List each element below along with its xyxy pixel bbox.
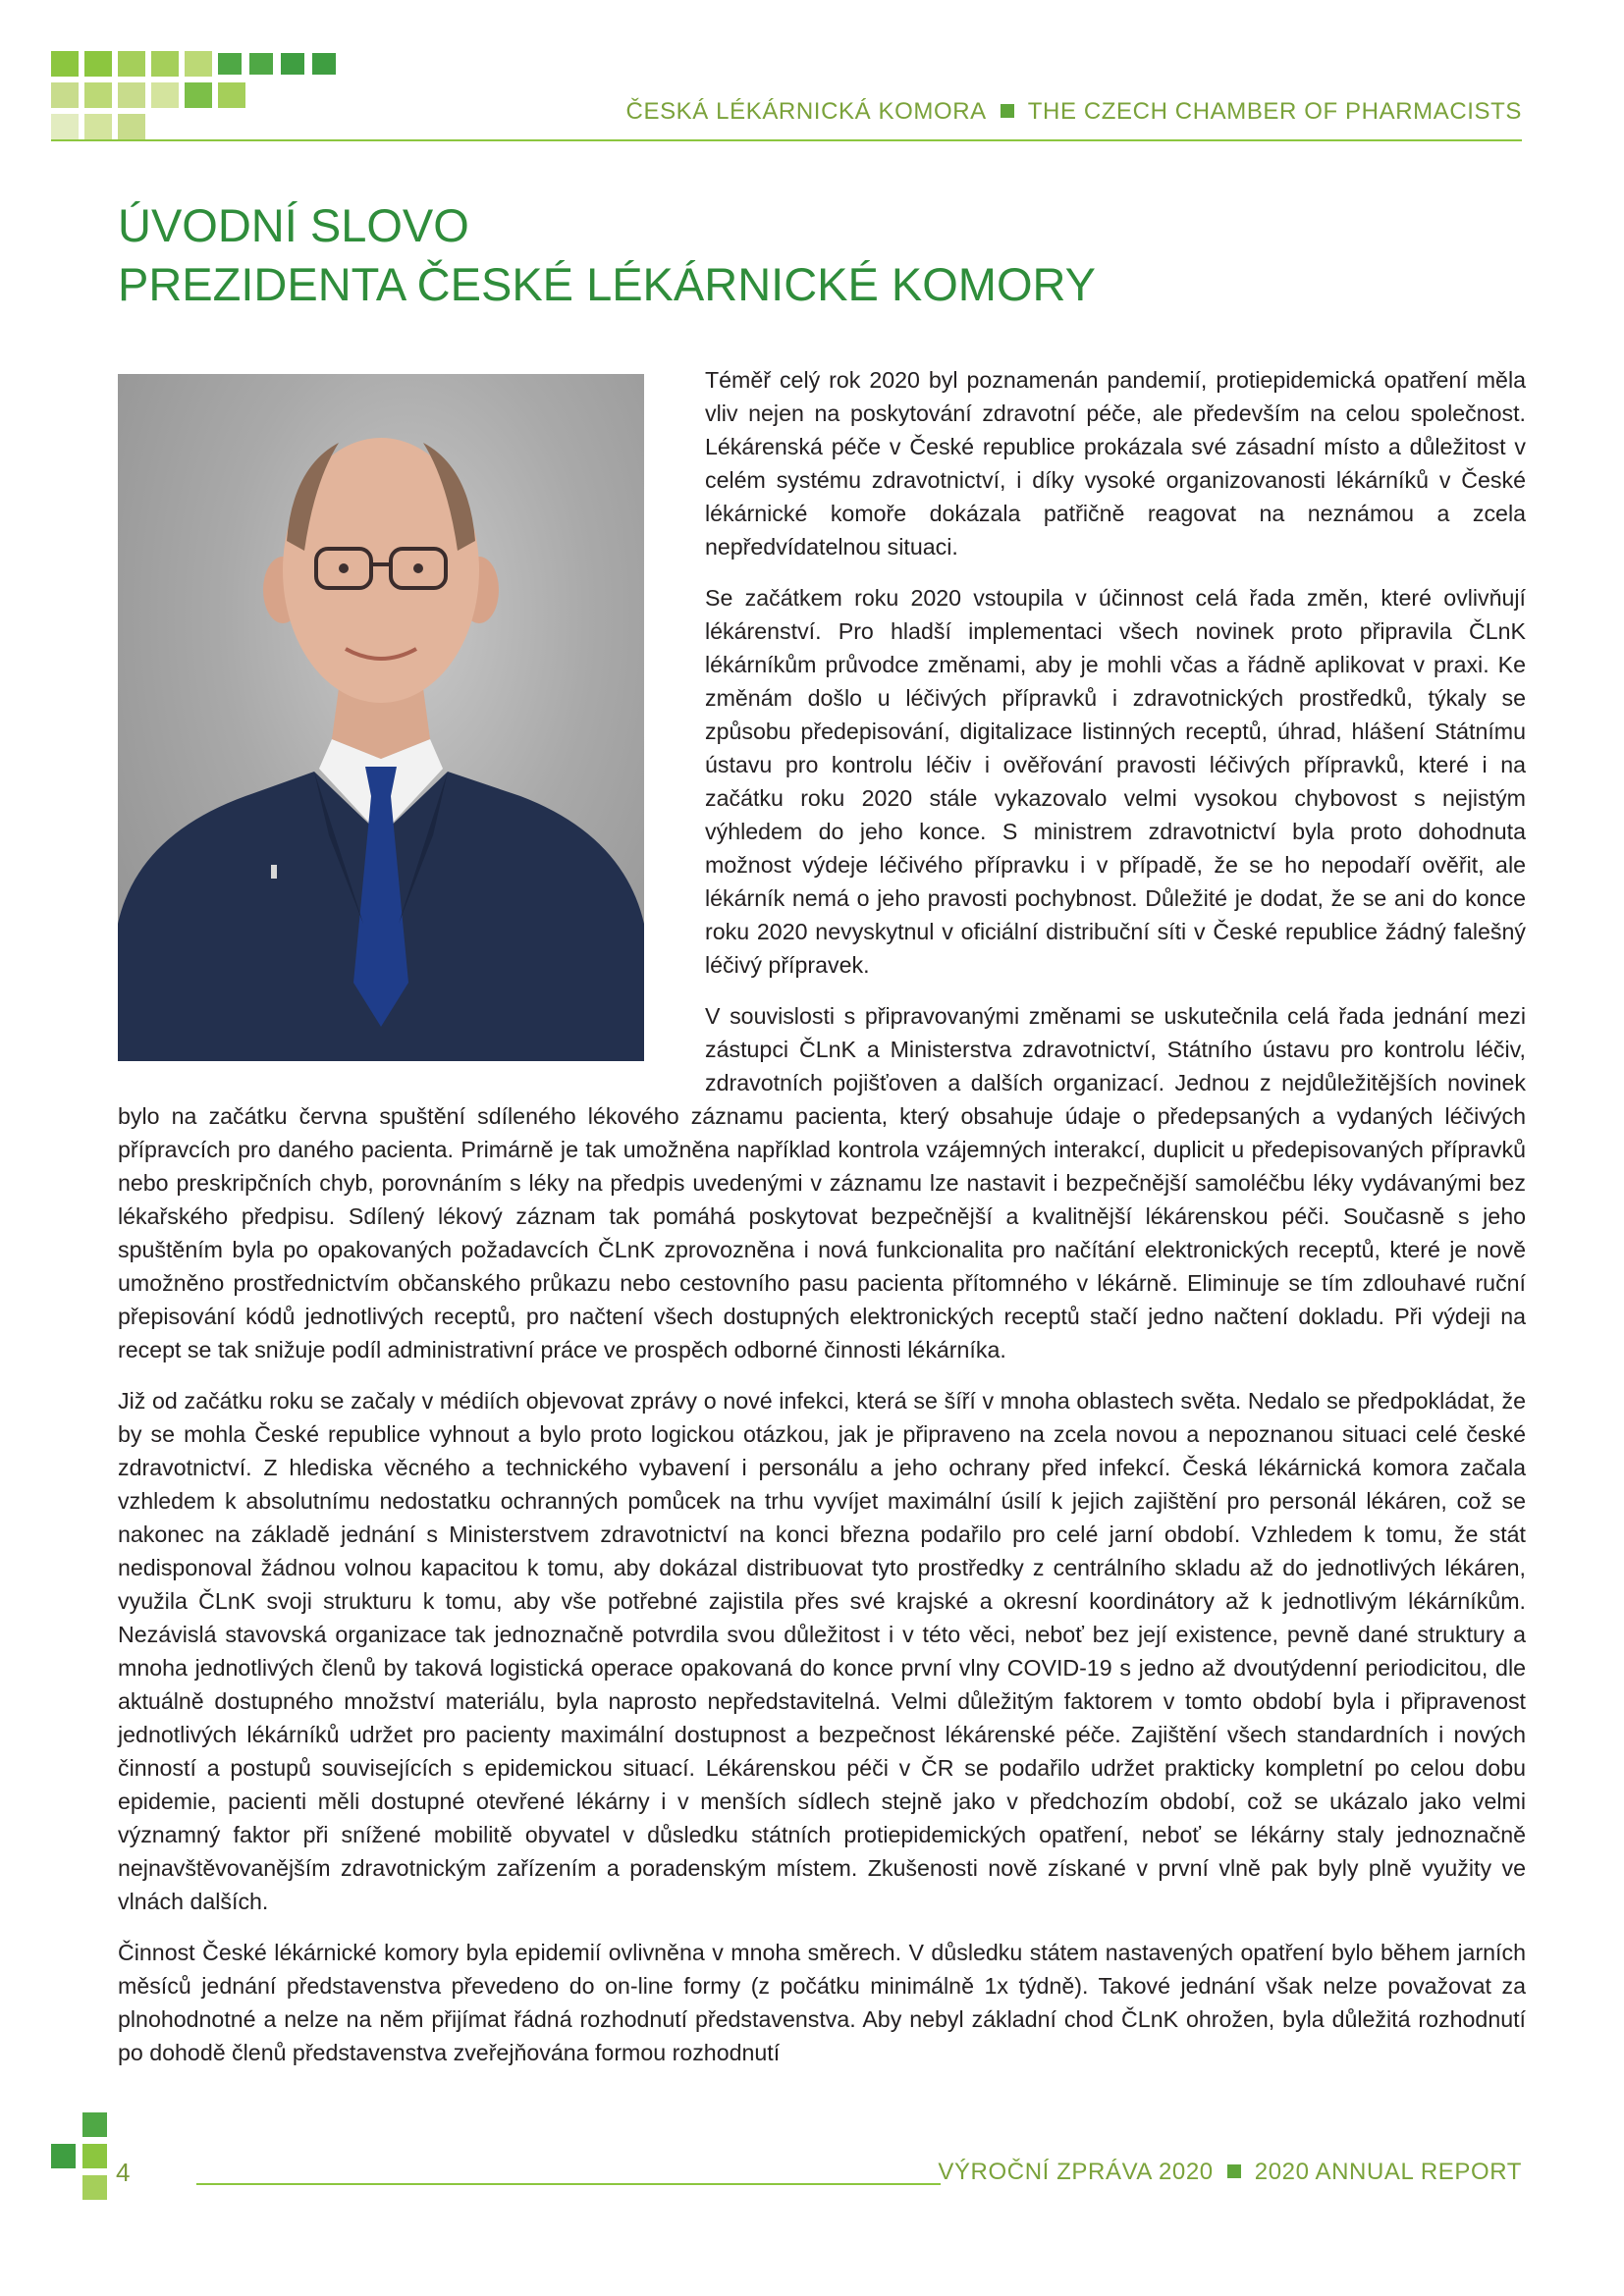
footer-rule (196, 2183, 941, 2185)
article-body (118, 363, 1526, 2087)
header-org-en: THE CZECH CHAMBER OF PHARMACISTS (1027, 98, 1522, 125)
paragraph-2: Se začátkem roku 2020 vstoupila v účinnost celá řada změn, které ovlivňují lékárenství. Pro hladší implementaci všech novinek proto připravila ČLnK lékárníkům průvodce změnami, aby je mohli včas a řádně aplikovat v praxi. Ke změnám došlo u léčivých přípravků i zdravotnických prostředků, týkaly se způsobu předepisování, digitalizace listinných receptů, úhrad, hlášení Státnímu ústavu pro kontrolu léčiv i ověřování pravosti léčivých přípravků, které i na začátku roku 2020 stále vykazovalo velmi vysokou chybovost s nejistým výhledem do jeho konce. S ministrem zdravotnictví byla proto dohodnuta možnost výdeje léčivého přípravku i v případě, že se ho nepodaří ověřit, ale lékárník nemá o jeho pravosti pochybnost. Důležité je dodat, že se ani do konce roku 2020 nevyskytnul v oficiální distribuční síti v České republice žádný falešný léčivý přípravek. (705, 585, 1526, 978)
header-org-cz: ČESKÁ LÉKÁRNICKÁ KOMORA (625, 98, 987, 125)
header-rule (51, 139, 1522, 141)
header-organization (626, 98, 1522, 126)
separator-square-icon (1001, 104, 1014, 118)
title-line-1: ÚVODNÍ SLOVO (118, 199, 469, 251)
separator-square-icon (1227, 2164, 1241, 2178)
footer-report-en: 2020 ANNUAL REPORT (1254, 2159, 1522, 2185)
page-number: 4 (116, 2158, 131, 2187)
paragraph-3: V souvislosti s připravovanými změnami se uskutečnila celá řada jednání mezi zástupci ČLnK a Ministerstva zdravotnictví, Státního ústavu pro kontrolu léčiv, zdravotních pojišťoven a dalších organizací. Jednou z nejdůležitějších novinek bylo na začátku června spuštění sdíleného lékového záznamu pacienta, který obsahuje údaje o předepsaných a vydaných léčivých přípravcích pro daného pacienta. Primárně je tak umožněna například kontrola vzájemných interakcí, duplicit u předepisovaných přípravků nebo preskripčních chyb, porovnáním s léky na předpis uvedenými v záznamu lze nastavit i bezpečnější samoléčbu léky vydávanými bez lékařského předpisu. Sdílený lékový záznam tak pomáhá poskytovat bezpečnější a kvalitnější lékárenskou péči. Současně s jeho spuštěním byla po opakovaných požadavcích ČLnK zprovozněna i nová funkcionalita pro načítání elektronických receptů, které je nově umožněno prostřednictvím občanského průkazu nebo cestovního pasu pacienta přítomného v lékárně. Eliminuje se tím zdlouhavé ruční přepisování kódů jednotlivých receptů, pro načtení všech dostupných elektronických receptů stačí jedno načtení dokladu. Při výdeji na recept se tak snižuje podíl administrativní práce ve prospěch odborné činnosti lékárníka. (118, 1003, 1526, 1362)
page-title (118, 196, 1096, 314)
portrait-text-wrap-spacer (118, 363, 705, 1094)
paragraph-1: Téměř celý rok 2020 byl poznamenán pandemií, protiepidemická opatření měla vliv nejen na poskytování zdravotní péče, ale především na celou společnost. Lékárenská péče v České republice prokázala své zásadní místo a důležitost v celém systému zdravotnictví, i díky vysoké organizovanosti lékárníků v České lékárnické komoře dokázala patřičně reagovat na neznámou a zcela nepředvídatelnou situaci. (705, 367, 1526, 560)
footer-report-title (938, 2159, 1522, 2186)
title-line-2: PREZIDENTA ČESKÉ LÉKÁRNICKÉ KOMORY (118, 258, 1096, 310)
paragraph-5: Činnost České lékárnické komory byla epidemií ovlivněna v mnoha směrech. V důsledku státem nastavených opatření bylo během jarních měsíců jednání představenstva převedeno do on-line formy (z počátku minimálně 1x týdně). Takové jednání však nelze považovat za plnohodnotné a nelze na něm přijímat řádná rozhodnutí představenstva. Aby nebyl základní chod ČLnK ohrožen, byla důležitá rozhodnutí po dohodě členů představenstva zveřejňována formou rozhodnutí (118, 1940, 1526, 2065)
paragraph-4: Již od začátku roku se začaly v médiích objevovat zprávy o nové infekci, která se šíří v mnoha oblastech světa. Nedalo se předpokládat, že by se mohla České republice vyhnout a bylo proto logickou otázkou, jak je připraveno na zcela novou a nepoznanou situaci celé české zdravotnictví. Z hlediska věcného a technického vybavení i personálu a jeho ochrany před infekcí. Česká lékárnická komora začala vzhledem k absolutnímu nedostatku ochranných pomůcek na trhu vyvíjet maximální úsilí k jejich zajištění pro personál lékáren, což se nakonec na základě jednání s Ministerstvem zdravotnictví na konci března podařilo pro celé jarní období. Vzhledem k tomu, že stát nedisponoval žádnou volnou kapacitou k tomu, aby dokázal distribuovat tyto prostředky z centrálního skladu až do jednotlivých lékáren, využila ČLnK svoji strukturu k tomu, aby vše potřebné zajistila přes své krajské a okresní koordinátory až k jednotlivým lékárníkům. Nezávislá stavovská organizace tak jednoznačně potvrdila svou důležitost i v této věci, neboť bez její existence, pevně dané struktury a mnoha jednotlivých členů by taková logistická operace opakovaná do konce první vlny COVID-19 s jedno až dvoutýdenní periodicitou, dle aktuálně dostupného množství materiálu, byla naprosto nepředstavitelná. Velmi důležitým faktorem v tomto období byla i připravenost jednotlivých lékárníků udržet pro pacienty maximální dostupnost a bezpečnost lékárenské péče. Zajištění všech standardních i nových činností a postupů souvisejících s epidemickou situací. Lékárenskou péči v ČR se podařilo udržet prakticky kompletní po celou dobu epidemie, pacienti měli dostupné otevřené lékárny i v menších sídlech stejně jako v předchozím období, což se ukázalo jako velmi významný faktor při snížené mobilitě obyvatel v důsledku státních protiepidemických opatření, neboť se lékárny staly jednoznačně nejnavštěvovanějším zdravotnickým zařízením a poradenským místem. Zkušenosti nově získané v první vlně pak byly plně využity ve vlnách dalších. (118, 1388, 1526, 1914)
footer-report-cz: VÝROČNÍ ZPRÁVA 2020 (938, 2159, 1214, 2185)
